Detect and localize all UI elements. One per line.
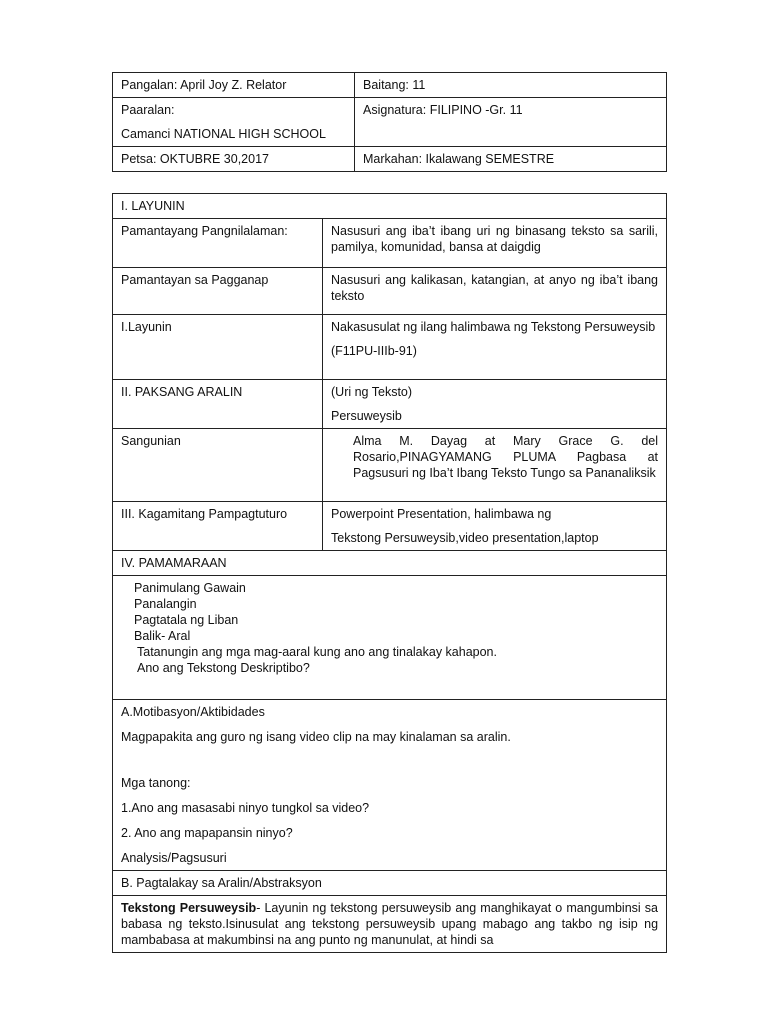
discussion-text: - Layunin ng tekstong persuweysib ang manghikayat o mangumbinsi sa babasa ng teksto.Isinusulat ang tekstong persuweysib upang mabago ang takbo ng isip ng mambabasa at makumbinsi na ang punto ng manunulat, at hindi sa [121,901,659,947]
grade-cell [355,73,667,98]
topic-name: Persuweysib [331,409,402,423]
topic-subtitle: (Uri ng Teksto) [331,385,413,399]
discussion-header [113,871,667,896]
section-title: IV. PAMAMARAAN [121,556,227,570]
grade-level: Baitang: 11 [363,78,426,92]
student-name: Pangalan: April Joy Z. Relator [121,78,287,92]
topic-label: II. PAKSANG ARALIN [113,380,323,429]
procedure-step: Panimulang Gawain [134,581,246,595]
materials-line2: Tekstong Persuweysib,video presentation,laptop [331,531,599,545]
school-cell [113,98,355,147]
motivation-title: A.Motibasyon/Aktibidades [121,705,265,719]
subject: Asignatura: FILIPINO -Gr. 11 [363,103,523,117]
procedure-step: Panalangin [134,597,197,611]
procedure-cell [113,576,667,700]
question: 2. Ano ang mapapansin ninyo? [121,826,293,840]
discussion-title: B. Pagtalakay sa Aralin/Abstraksyon [121,876,322,890]
materials-label: III. Kagamitang Pampagtuturo [113,502,323,551]
subject-cell [355,98,667,147]
section-objectives-header [113,194,667,219]
motivation-text: Magpapakita ang guro ng isang video clip na may kinalaman sa aralin. [121,730,511,744]
objective-text: Nakasusulat ng ilang halimbawa ng Tekstong Persuweysib [331,320,656,334]
header-table [112,72,667,172]
content-standard-label: Pamantayang Pangnilalaman: [113,219,323,268]
reference-label: Sangunian [113,429,323,502]
quarter: Markahan: Ikalawang SEMESTRE [363,152,555,166]
materials-line1: Powerpoint Presentation, halimbawa ng [331,507,552,521]
reference-text: Alma M. Dayag at Mary Grace G. del Rosario,PINAGYAMANG PLUMA Pagbasa at Pagsusuri ng Iba’t Ibang Teksto Tungo sa Pananaliksik [323,429,667,502]
quarter-cell [355,147,667,172]
school-label: Paaralan: [121,103,175,117]
section-title: I. LAYUNIN [121,199,185,213]
performance-standard: Nasusuri ang kalikasan, katangian, at anyo ng iba’t ibang teksto [323,268,667,315]
questions-label: Mga tanong: [121,776,191,790]
question: 1.Ano ang masasabi ninyo tungkol sa video? [121,801,370,815]
review-question: Ano ang Tekstong Deskriptibo? [137,661,310,675]
content-standard: Nasusuri ang iba’t ibang uri ng binasang teksto sa sarili, pamilya, komunidad, bansa at daigdig [323,219,667,268]
date-cell [113,147,355,172]
performance-standard-label: Pamantayan sa Pagganap [113,268,323,315]
objective-cell [323,315,667,380]
procedure-step: Balik- Aral [134,629,191,643]
review-question: Tatanungin ang mga mag-aaral kung ano ang tinalakay kahapon. [137,645,497,659]
analysis-label: Analysis/Pagsusuri [121,851,227,865]
materials-cell [323,502,667,551]
school-name: Camanci NATIONAL HIGH SCHOOL [121,127,326,141]
objective-label: I.Layunin [113,315,323,380]
topic-cell [323,380,667,429]
lesson-date: Petsa: OKTUBRE 30,2017 [121,152,269,166]
section-procedure-header [113,551,667,576]
discussion-term: Tekstong Persuweysib [121,901,257,915]
discussion-cell [113,896,667,953]
objective-code: (F11PU-IIIb-91) [331,344,417,358]
lesson-plan-table [112,193,667,953]
name-cell [113,73,355,98]
motivation-cell [113,700,667,871]
procedure-step: Pagtatala ng Liban [134,613,239,627]
